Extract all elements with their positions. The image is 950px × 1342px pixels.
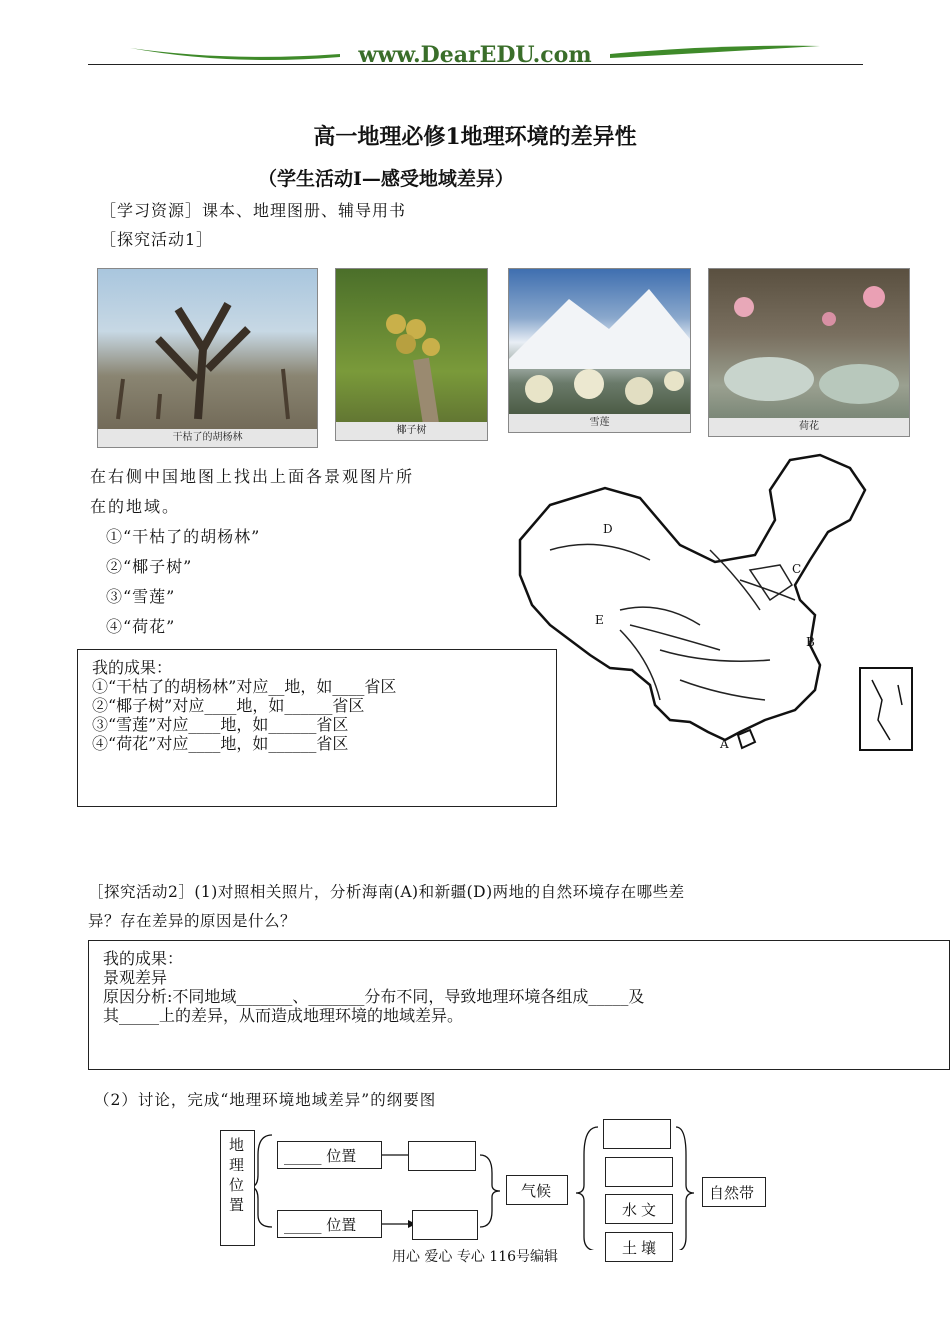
hydrology-box [605,1194,673,1224]
photo-snow-lotus [508,268,691,433]
position-label: _____ 位置 [284,1147,357,1165]
hydrology-label: 水文 [622,1201,661,1219]
logo-text: www.DearEDU.com [358,42,592,68]
soil-label: 土壤 [622,1239,661,1257]
natural-zone-label: 自然带 [709,1184,755,1202]
results-heading: 我的成果： [92,658,173,677]
climate-box [506,1175,568,1205]
page-title: 高一地理必修1地理环境的差异性 [313,124,637,150]
instruction-line-2: 在的地域。 [90,497,181,516]
landscape-item: ③“雪莲” [106,587,176,606]
landscape-item: ①“干枯了的胡杨林” [106,527,261,546]
photo-dead-poplar [97,268,318,448]
map-label-d: D [603,522,613,536]
position-box-top[interactable] [277,1141,382,1169]
results-box-1 [77,649,557,807]
results-box-2 [88,940,950,1070]
activity2-question-line-1: ［探究活动2］(1)对照相关照片，分析海南(A)和新疆(D)两地的自然环境存在哪些差 [88,883,685,901]
map-label-c: C [792,562,802,576]
learning-resources: ［学习资源］课本、地理图册、辅导用书 [100,201,407,220]
landscape-difference[interactable]: 景观差异 [103,968,168,987]
climate-label: 气候 [521,1182,552,1200]
landscape-item: ②“椰子树” [106,557,193,576]
activity1-heading: ［探究活动1］ [100,230,214,249]
photo-caption: 荷花 [709,418,909,436]
result-line[interactable]: ③“雪莲”对应____地，如______省区 [92,715,349,734]
photo-caption: 雪莲 [509,414,690,432]
geo-position-box [220,1130,255,1246]
result-line[interactable]: ②“椰子树”对应____地，如______省区 [92,696,365,715]
map-label-b: B [806,635,815,649]
photo-coconut-tree [335,268,488,441]
cause-analysis-line-2[interactable]: 其_____上的差异，从而造成地理环境的地域差异。 [103,1006,464,1025]
geo-position-label: 地理位置 [229,1136,245,1214]
result-line[interactable]: ④“荷花”对应____地，如______省区 [92,734,349,753]
blank-box[interactable] [605,1157,673,1187]
map-label-e: E [595,613,604,627]
landscape-item: ④“荷花” [106,617,176,636]
blank-box[interactable] [603,1119,671,1149]
photo-caption: 干枯了的胡杨林 [98,429,317,447]
q2-prompt: （2）讨论，完成“地理环境地域差异”的纲要图 [94,1091,437,1109]
china-map [510,450,930,760]
activity2-question-line-2: 异？存在差异的原因是什么？ [88,912,297,930]
natural-zone-box [702,1177,766,1207]
site-logo [130,40,820,70]
instruction-line-1: 在右侧中国地图上找出上面各景观图片所 [90,467,415,486]
map-label-a: A [720,737,729,751]
page-subtitle: （学生活动Ⅰ—感受地域差异） [258,168,514,190]
result-line[interactable]: ①“干枯了的胡杨林”对应__地，如____省区 [92,677,397,696]
position-label: _____ 位置 [284,1216,357,1234]
photo-caption: 椰子树 [336,422,487,440]
header-rule [88,64,863,65]
blank-box[interactable] [408,1141,476,1171]
page-footer: 用心 爱心 专心 116号编辑 [391,1249,559,1265]
results-heading: 我的成果： [103,949,184,968]
position-box-bottom[interactable] [277,1210,382,1238]
cause-analysis-line-1[interactable]: 原因分析:不同地域_______、_______分布不同，导致地理环境各组成_____及 [103,987,645,1006]
photo-lotus [708,268,910,437]
blank-box[interactable] [412,1210,478,1240]
